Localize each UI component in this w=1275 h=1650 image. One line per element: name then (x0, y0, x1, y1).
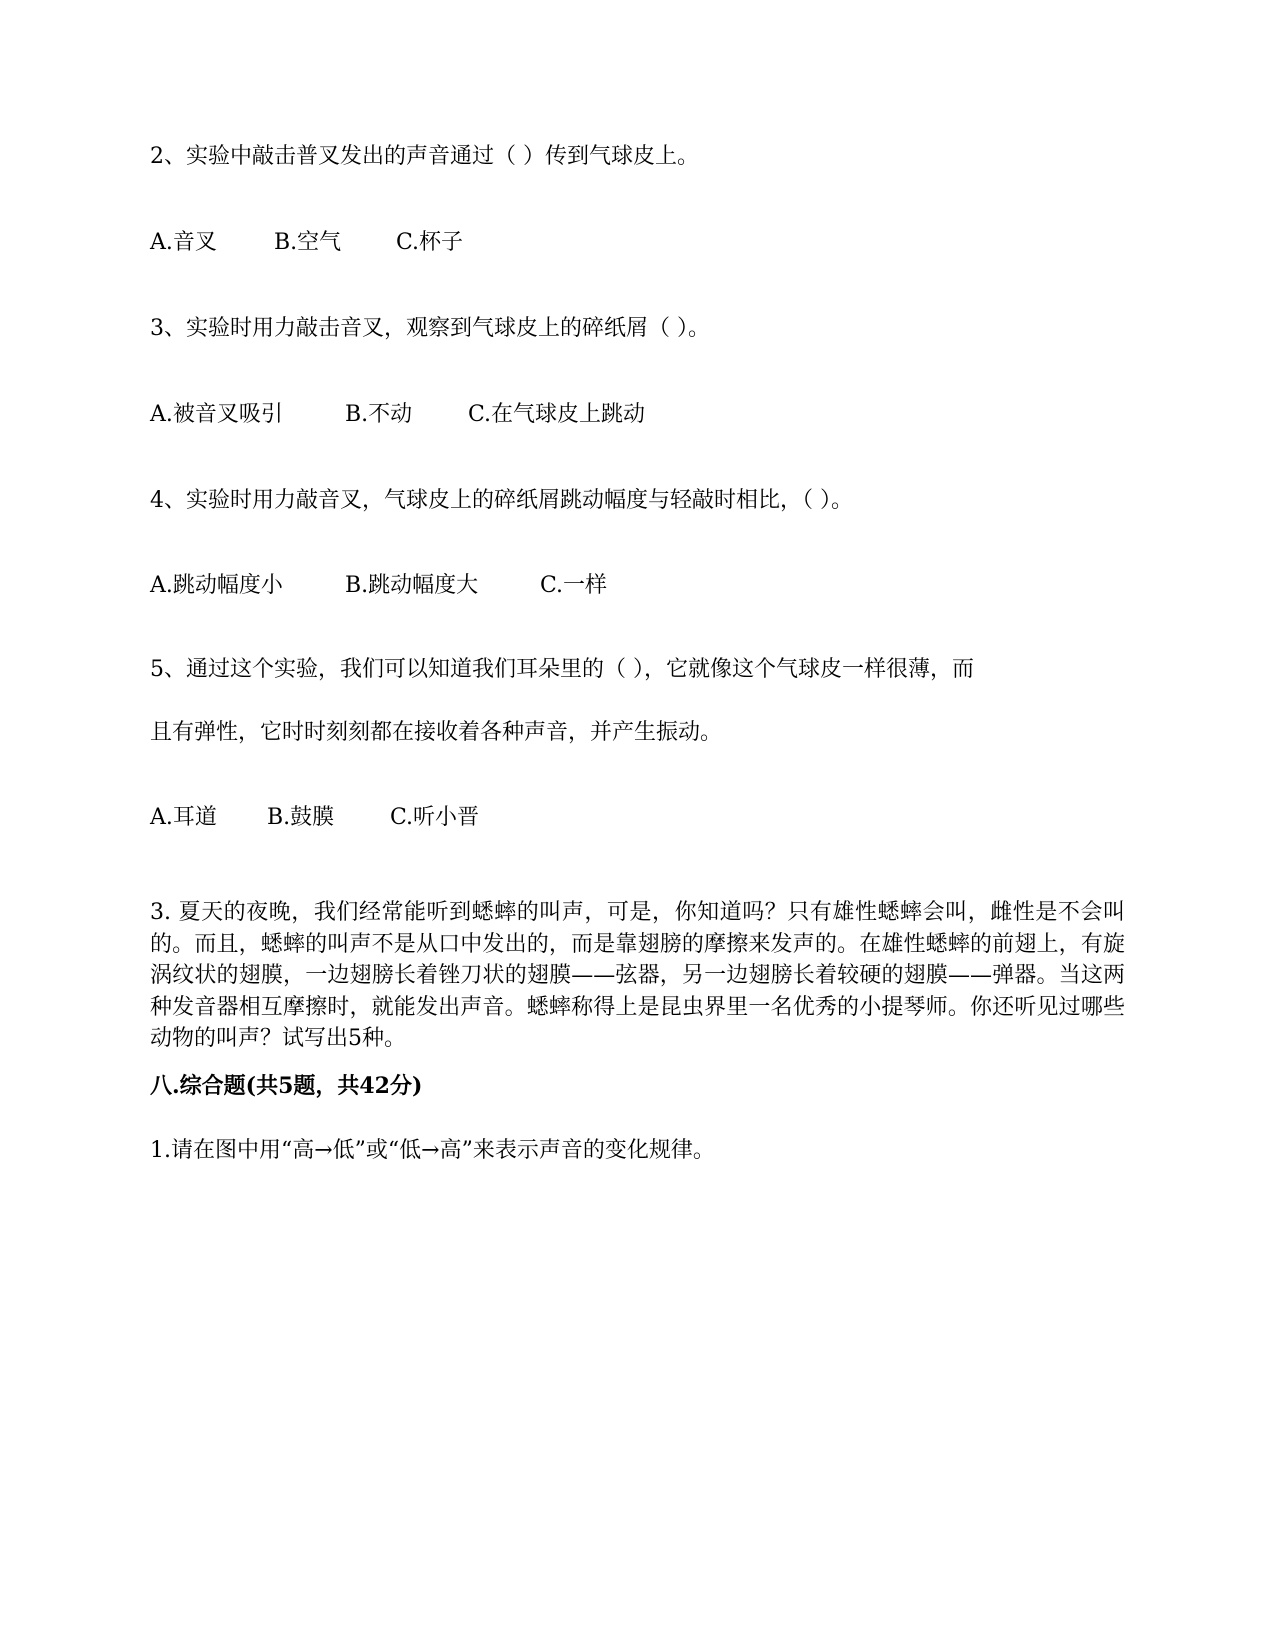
option-a: A.被音叉吸引 (150, 402, 283, 427)
option-c: C.一样 (540, 573, 608, 598)
option-c: C.在气球皮上跳动 (468, 402, 646, 427)
question-4-options (150, 571, 607, 601)
option-b: B.空气 (274, 230, 342, 255)
option-a: A.耳道 (150, 805, 217, 830)
question-5-options (150, 803, 479, 833)
option-b: B.不动 (345, 402, 413, 427)
option-c: C.听小晋 (390, 805, 480, 830)
option-b: B.鼓膜 (267, 805, 335, 830)
option-a: A.跳动幅度小 (150, 573, 283, 598)
question-2-stem: 2、实验中敲击普叉发出的声音通过（ ）传到气球皮上。 (150, 144, 699, 169)
question-3-options (150, 400, 645, 430)
question-5-stem-line-2: 且有弹性，它时时刻刻都在接收着各种声音，并产生振动。 (150, 720, 723, 745)
cricket-passage: 3. 夏天的夜晚，我们经常能听到蟋蟀的叫声，可是，你知道吗？只有雄性蟋蟀会叫，雌性是不会叫的。而且，蟋蟀的叫声不是从口中发出的，而是靠翅膀的摩擦来发声的。在雄性蟋蟀的前翅上，有旋涡纹状的翅膜，一边翅膀长着锉刀状的翅膜——弦器，另一边翅膀长着较硬的翅膜——弹器。当这两种发音器相互摩擦时，就能发出声音。蟋蟀称得上是昆虫界里一名优秀的小提琴师。你还听见过哪些动物的叫声？试写出5种。 (150, 900, 1125, 1051)
section-8-question-1: 1.请在图中用“高→低”或“低→高”来表示声音的变化规律。 (150, 1138, 715, 1163)
option-c: C.杯子 (396, 230, 464, 255)
question-2-options (150, 228, 463, 258)
question-5-stem-line-1: 5、通过这个实验，我们可以知道我们耳朵里的（ ），它就像这个气球皮一样很薄，而 (150, 657, 974, 682)
option-a: A.音叉 (150, 230, 217, 255)
section-8-heading: 八.综合题(共5题，共42分) (150, 1073, 423, 1099)
option-b: B.跳动幅度大 (345, 573, 479, 598)
question-4-stem: 4、实验时用力敲音叉，气球皮上的碎纸屑跳动幅度与轻敲时相比，（ ）。 (150, 488, 853, 513)
question-3-stem: 3、实验时用力敲击音叉，观察到气球皮上的碎纸屑（ ）。 (150, 316, 710, 341)
